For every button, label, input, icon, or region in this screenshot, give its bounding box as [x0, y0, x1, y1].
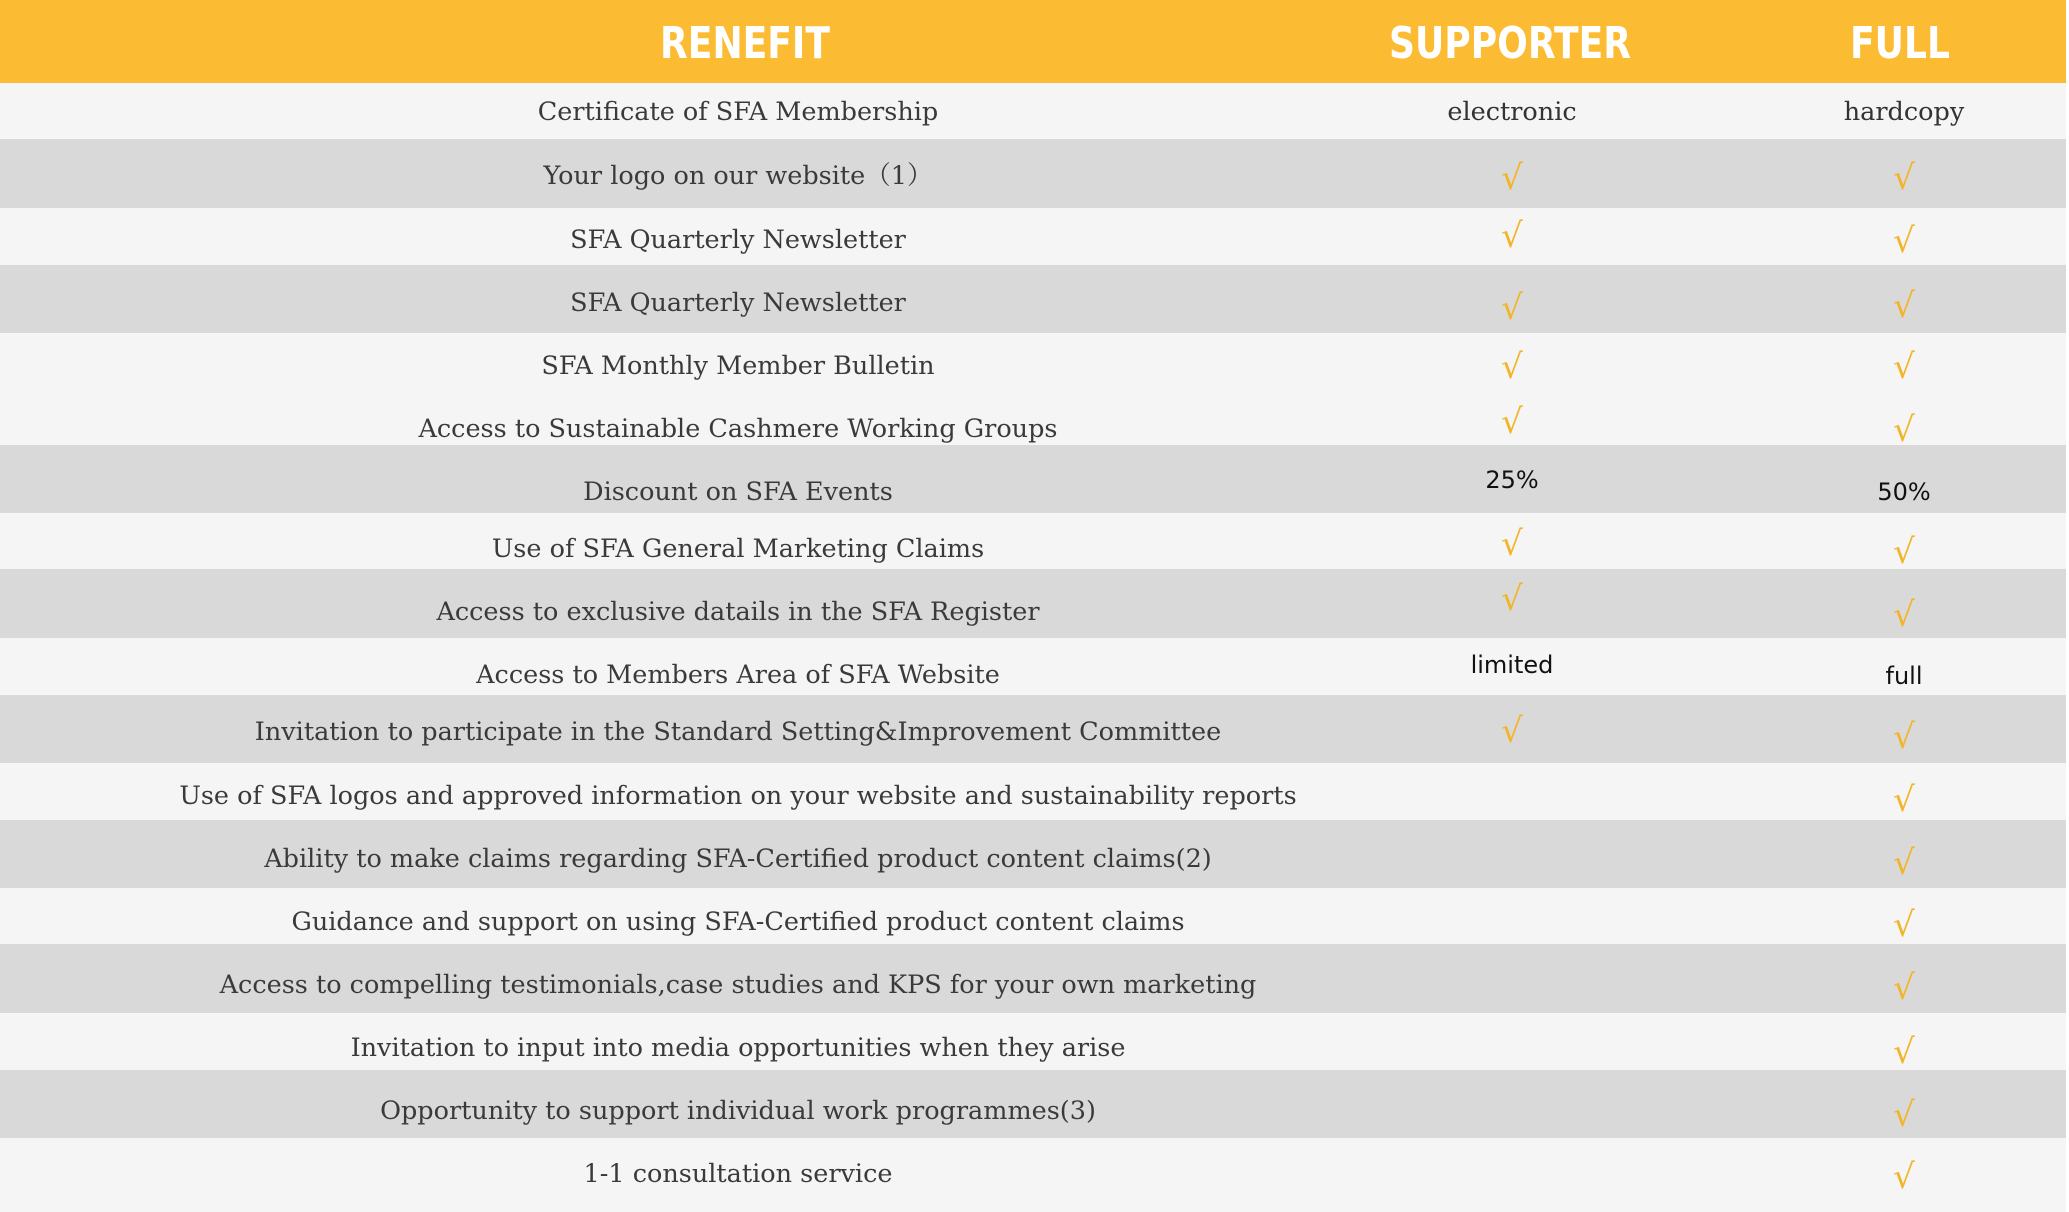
full-check-icon: √ [1893, 286, 1915, 326]
supporter-check-icon: √ [1501, 158, 1523, 198]
full-check-icon: √ [1893, 968, 1915, 1008]
full-check-icon: √ [1893, 1157, 1915, 1197]
supporter-check-icon: √ [1501, 216, 1523, 256]
full-check-icon: √ [1893, 905, 1915, 945]
supporter-check-icon [1312, 834, 1712, 884]
supporter-check-icon [1312, 1023, 1712, 1073]
benefit-cell: SFA Quarterly Newsletter [570, 288, 906, 318]
header-supporter: SUPPORTER [1388, 18, 1632, 69]
full-value: 50% [1877, 478, 1931, 506]
supporter-value: electronic [1447, 97, 1577, 127]
benefit-cell: SFA Monthly Member Bulletin [541, 351, 935, 381]
benefit-cell: Invitation to input into media opportunities when they arise [350, 1033, 1126, 1063]
benefit-cell: Opportunity to support individual work programmes(3) [380, 1096, 1096, 1126]
benefit-cell: Access to Sustainable Cashmere Working Groups [418, 414, 1058, 444]
header-benefit: RENEFIT [660, 18, 830, 69]
benefit-cell: Use of SFA logos and approved information on your website and sustainability reports [179, 781, 1297, 811]
supporter-check-icon: √ [1501, 288, 1523, 328]
supporter-check-icon: √ [1501, 402, 1523, 442]
benefit-cell: SFA Quarterly Newsletter [570, 225, 906, 255]
benefit-cell: Your logo on our website（1） [543, 161, 933, 191]
benefit-cell: 1-1 consultation service [583, 1159, 893, 1189]
full-value: hardcopy [1843, 97, 1965, 127]
benefit-cell: Ability to make claims regarding SFA-Certified product content claims(2) [264, 844, 1212, 874]
full-check-icon: √ [1893, 1032, 1915, 1072]
supporter-check-icon [1312, 897, 1712, 947]
table-header [0, 0, 2066, 83]
supporter-check-icon: √ [1501, 579, 1523, 619]
supporter-check-icon: √ [1501, 711, 1523, 751]
full-check-icon: √ [1893, 158, 1915, 198]
full-check-icon: √ [1893, 595, 1915, 635]
benefit-cell: Access to Members Area of SFA Website [476, 660, 1000, 690]
full-value: full [1885, 662, 1923, 690]
full-check-icon: √ [1893, 717, 1915, 757]
full-check-icon: √ [1893, 221, 1915, 261]
supporter-check-icon: √ [1501, 524, 1523, 564]
benefit-cell: Use of SFA General Marketing Claims [491, 534, 985, 564]
full-check-icon: √ [1893, 532, 1915, 572]
benefit-cell: Certificate of SFA Membership [537, 97, 939, 127]
supporter-check-icon: √ [1501, 347, 1523, 387]
supporter-check-icon [1312, 1149, 1712, 1199]
supporter-check-icon [1312, 960, 1712, 1010]
benefit-cell: Invitation to participate in the Standard Setting&Improvement Committee [254, 717, 1222, 747]
supporter-check-icon [1312, 1086, 1712, 1136]
full-check-icon: √ [1893, 780, 1915, 820]
benefit-cell: Access to compelling testimonials,case studies and KPS for your own marketing [219, 970, 1257, 1000]
header-full: FULL [1850, 18, 1950, 69]
full-check-icon: √ [1893, 347, 1915, 387]
supporter-check-icon [1312, 771, 1712, 821]
full-check-icon: √ [1893, 1095, 1915, 1135]
full-check-icon: √ [1893, 843, 1915, 883]
benefit-cell: Access to exclusive datails in the SFA Register [436, 597, 1040, 627]
benefit-cell: Guidance and support on using SFA-Certified product content claims [291, 907, 1185, 937]
benefit-cell: Discount on SFA Events [583, 477, 893, 507]
supporter-value: 25% [1485, 466, 1539, 494]
full-check-icon: √ [1893, 410, 1915, 450]
supporter-value: limited [1470, 651, 1554, 679]
